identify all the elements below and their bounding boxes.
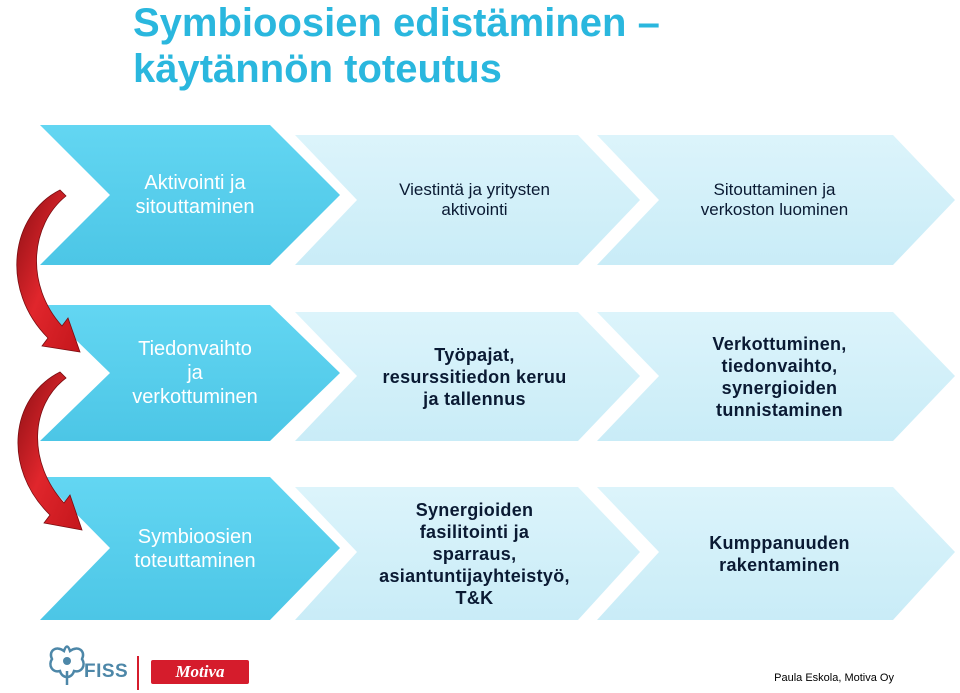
curved-arrow-1	[17, 190, 80, 352]
row-2-step-2-text: Työpajat, resurssitiedon keruu ja tallennus	[382, 344, 567, 409]
row-3-step-3-label	[652, 487, 907, 620]
footer-author: Paula Eskola, Motiva Oy	[774, 672, 894, 684]
row-3-step-2-label	[352, 487, 597, 620]
fiss-logo-mark	[50, 647, 83, 686]
row-2-main-label	[110, 305, 280, 441]
row-1-main-text: Aktivointi ja sitouttaminen	[135, 172, 255, 218]
row-1-step-3-label	[652, 135, 897, 265]
row-2-step-2-label	[352, 312, 597, 441]
row-3-main-label	[110, 477, 280, 620]
row-1-step-3-text: Sitouttaminen ja verkoston luominen	[700, 180, 849, 219]
row-2-step-3-label	[652, 312, 907, 441]
row-2-main-text: Tiedonvaihto ja verkottuminen	[132, 338, 258, 408]
row-3-step-3-text: Kumppanuuden rakentaminen	[709, 532, 850, 575]
row-1-step-2-label	[352, 135, 597, 265]
page-title-line-2: käytännön toteutus	[133, 47, 502, 91]
row-3-main-text: Symbioosien toteuttaminen	[134, 525, 256, 572]
fiss-logo-text: FISS	[84, 661, 129, 682]
curved-arrow-2	[18, 372, 82, 530]
page-title-line-1: Symbioosien edistäminen –	[133, 1, 660, 45]
row-1-main-label	[110, 125, 280, 265]
row-1-step-2-text: Viestintä ja yritysten aktivointi	[399, 180, 550, 219]
row-3-step-2-text: Synergioiden fasilitointi ja sparraus, asiantuntijayhteistyö, T&K	[379, 499, 570, 608]
row-2-step-3-text: Verkottuminen, tiedonvaihto, synergioiden tunnistaminen	[712, 333, 847, 420]
motiva-logo: Motiva	[151, 660, 249, 684]
